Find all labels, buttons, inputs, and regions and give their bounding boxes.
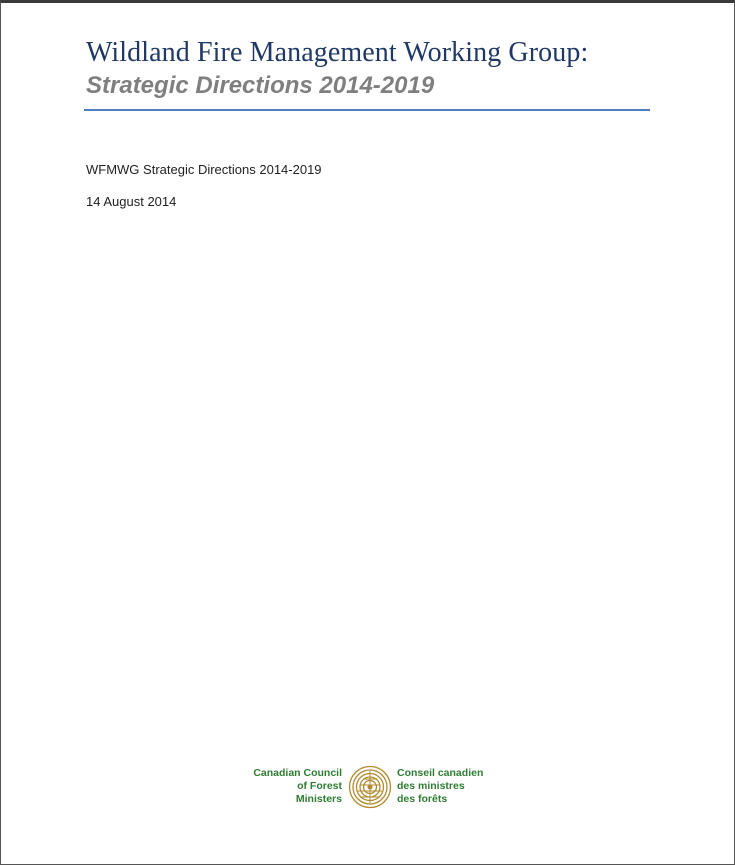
logo-english-line: Canadian Council bbox=[253, 767, 342, 779]
logo-french-line: Conseil canadien bbox=[397, 767, 484, 779]
document-date: 14 August 2014 bbox=[86, 194, 177, 209]
tree-ring-emblem-icon bbox=[348, 765, 392, 809]
document-title: Wildland Fire Management Working Group: bbox=[86, 37, 589, 68]
document-subtitle: Strategic Directions 2014-2019 bbox=[86, 72, 435, 99]
logo-french-text bbox=[397, 767, 483, 806]
logo-french-line: des ministres bbox=[397, 780, 465, 792]
logo-english-line: Ministers bbox=[295, 793, 342, 805]
ccfm-logo bbox=[252, 764, 484, 810]
logo-english-line: of Forest bbox=[297, 780, 342, 792]
logo-english-text bbox=[253, 767, 342, 806]
document-name: WFMWG Strategic Directions 2014-2019 bbox=[86, 162, 322, 177]
title-divider bbox=[84, 109, 650, 111]
logo-french-line: des forêts bbox=[397, 793, 448, 805]
